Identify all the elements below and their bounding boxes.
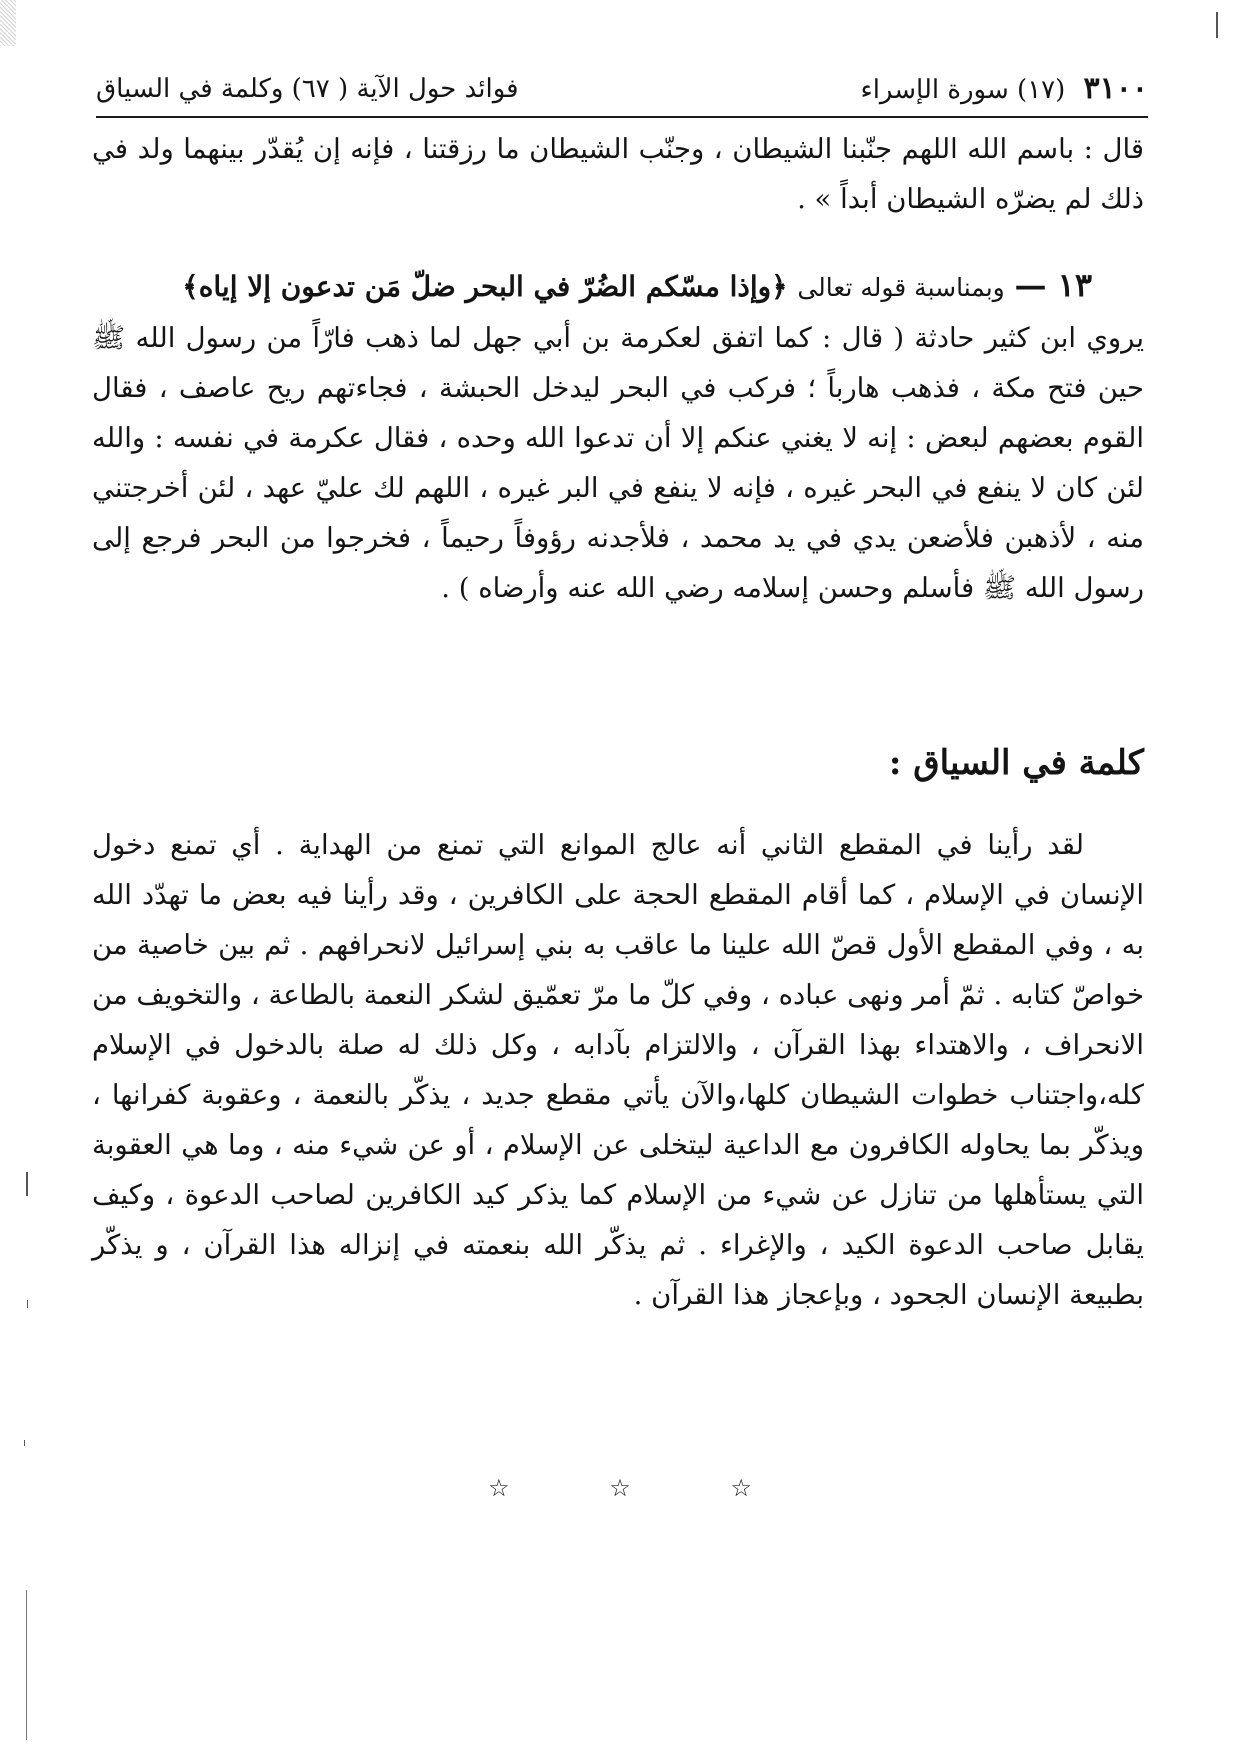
context-paragraph: لقد رأينا في المقطع الثاني أنه عالج الموانع التي تمنع من الهداية . أي تمنع دخول الإنسان في الإسلام ، كما أقام المقطع الحجة على الكافرين ، وقد رأينا فيه بعض ما تهدّد الله به ، وفي المقطع الأول قصّ الله علينا ما عاقب به بني إسرائيل لانحرافهم . ثم بين خاصية من خواصّ كتابه . ثمّ أمر ونهى عباده ، وفي كلّ ما مرّ تعمّيق لشكر النعمة بالطاعة ، والتخويف من الانحراف ، والاهتداء بهذا القرآن ، والالتزام بآدابه ، وكل ذلك له صلة بالدخول في الإسلام كله،واجتناب خطوات الشيطان كلها،والآن يأتي مقطع جديد ، يذكّر بالنعمة ، وعقوبة كفرانها ، ويذكّر بما يحاوله الكافرون مع الداعية ليتخلى عن الإسلام ، أو عن شيء منه ، وما هي العقوبة التي يستأهلها من تنازل عن شيء من الإسلام كما يذكر كيد الكافرين لصاحب الدعوة ، وكيف يقابل صاحب الدعوة الكيد ، والإغراء . ثم يذكّر الله بنعمته في إنزاله هذا القرآن ، و يذكّر بطبيعة الإنسان الجحود ، وبإعجاز هذا القرآن . (92, 829, 1144, 1311)
header-surah-block (860, 62, 1148, 117)
context-heading: كلمة في السياق : (888, 743, 1144, 783)
scan-noise (0, 0, 16, 46)
continued-paragraph-block (92, 124, 1144, 224)
context-block (92, 820, 1144, 1320)
star-icon: ☆ (609, 1474, 631, 1502)
star-icon: ☆ (488, 1474, 510, 1502)
benefit-intro: وبمناسبة قوله تعالى (797, 273, 1005, 302)
benefit-heading (92, 260, 1144, 313)
separator-stars (0, 1468, 1240, 1508)
quran-verse: ﴿وإذا مسّكم الضُرّ في البحر ضلّ مَن تدعون إلا إياه﴾ (182, 270, 788, 303)
scan-mark (1216, 12, 1218, 38)
running-header (96, 62, 1148, 118)
scan-mark (27, 1300, 28, 1308)
benefit-paragraph: يروي ابن كثير حادثة ( قال : كما اتفق لعكرمة بن أبي جهل لما ذهب فارّاً من رسول الله ﷺ حين فتح مكة ، فذهب هارباً ؛ فركب في البحر ليدخل الحبشة ، فجاءتهم ريح عاصف ، فقال القوم بعضهم لبعض : إنه لا يغني عنكم إلا أن تدعوا الله وحده ، فقال عكرمة في نفسه : والله لئن كان لا ينفع في البحر غيره ، فإنه لا ينفع في البر غيره ، اللهم لك عليّ عهد ، لئن أخرجتني منه ، لأذهبن فلأضعن يدي في يد محمد ، فلأجدنه رؤوفاً رحيماً ، فخرجوا من البحر فرجع إلى رسول الله ﷺ فأسلم وحسن إسلامه رضي الله عنه وأرضاه ) . (92, 322, 1145, 604)
surah-label: (١٧) سورة الإسراء (860, 75, 1066, 105)
benefit-13-block (92, 260, 1144, 613)
continued-paragraph: قال : باسم الله اللهم جنّبنا الشيطان ، وجنّب الشيطان ما رزقتنا ، فإنه إن يُقدّر بينهما ولد في ذلك لم يضرّه الشيطان أبداً » . (92, 133, 1144, 215)
star-icon: ☆ (730, 1474, 752, 1502)
page-number: ٣١٠٠ (1083, 71, 1148, 106)
scan-mark (24, 1440, 25, 1446)
scan-mark (26, 1590, 27, 1740)
section-title: فوائد حول الآية ( ٦٧) وكلمة في السياق (96, 74, 519, 104)
scan-mark (26, 1172, 28, 1196)
benefit-number: ١٣ — (1014, 266, 1092, 304)
